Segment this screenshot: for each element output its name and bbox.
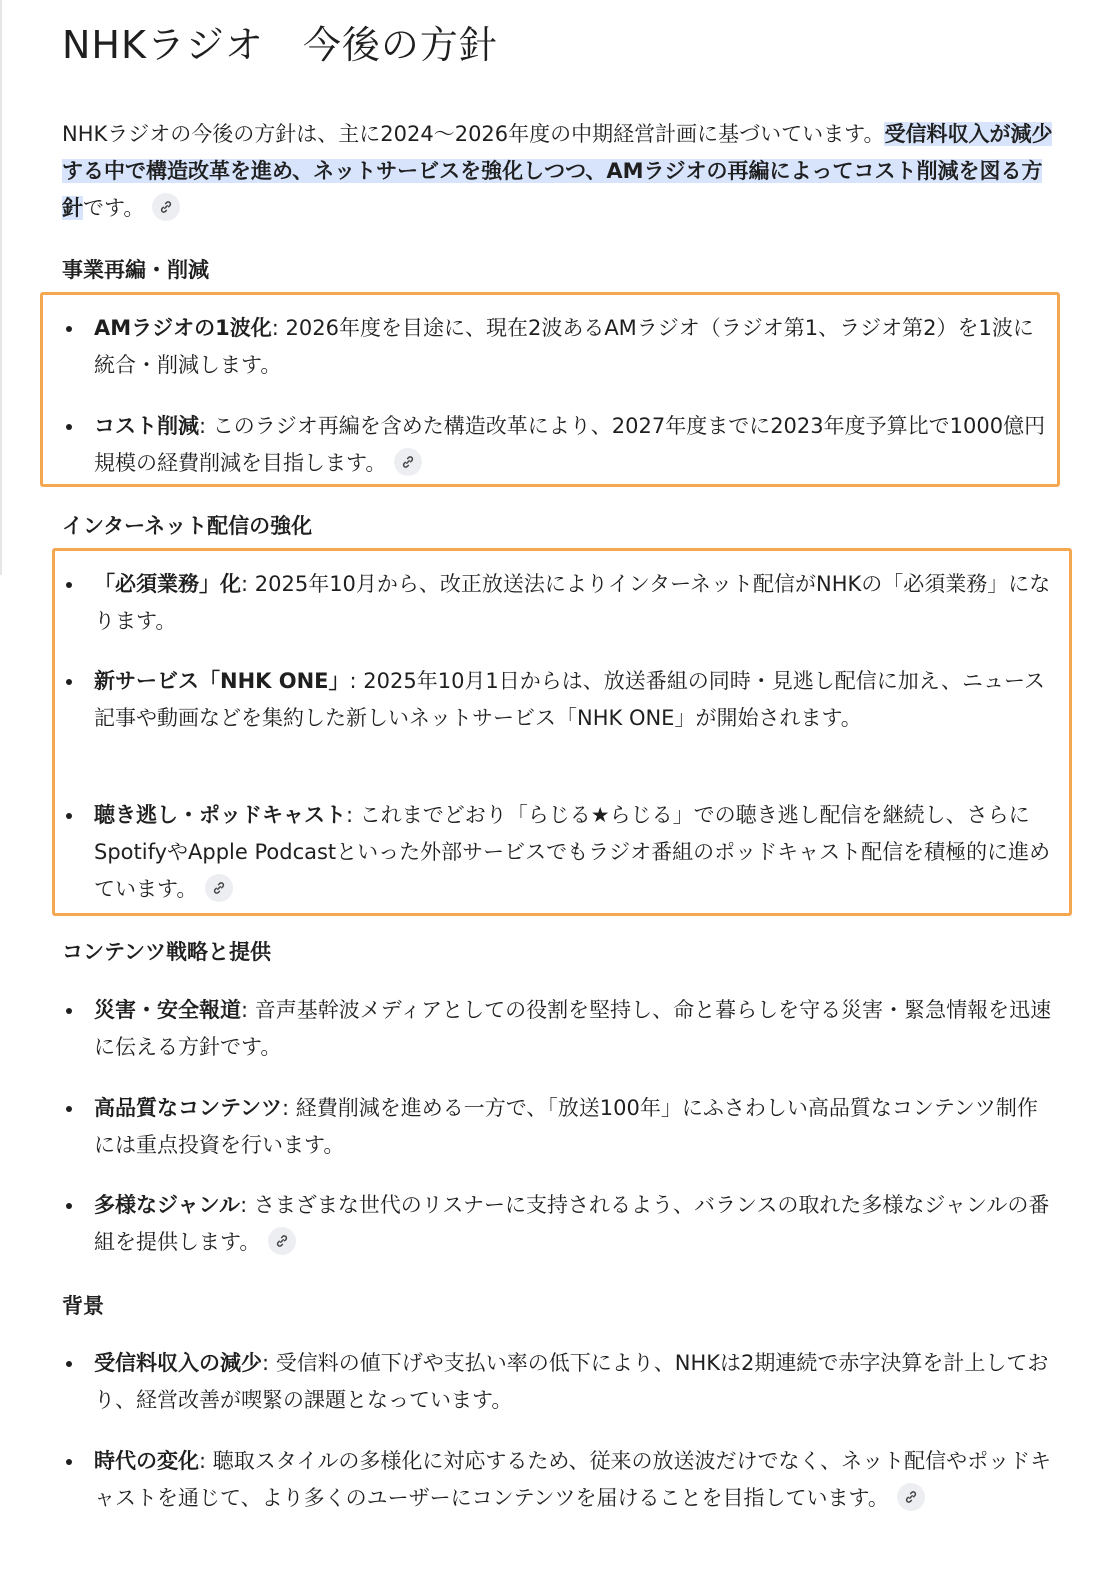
item-text: : このラジオ再編を含めた構造改革により、2027年度までに2023年度予算比で1000億円規模の経費削減を目指します。 xyxy=(94,414,1046,475)
item-term: コスト削減 xyxy=(94,414,199,438)
list-item xyxy=(62,408,1052,482)
list-item xyxy=(62,1090,1052,1164)
list-item xyxy=(62,1443,1052,1517)
item-text: : 2025年10月1日からは、放送番組の同時・見逃し配信に加え、ニュース記事や動画などを集約した新しいネットサービス「NHK ONE」が開始されます。 xyxy=(94,669,1045,730)
item-text: : 経費削減を進める一方で、「放送100年」にふさわしい高品質なコンテンツ制作には重点投資を行います。 xyxy=(94,1096,1038,1157)
list-item xyxy=(62,797,1052,908)
item-term: 「必須業務」化 xyxy=(94,572,241,596)
link-icon xyxy=(159,200,173,214)
section-heading-background: 背景 xyxy=(62,1294,104,1318)
list-item xyxy=(62,1187,1052,1261)
item-term: 高品質なコンテンツ xyxy=(94,1096,282,1120)
section-heading-internet: インターネット配信の強化 xyxy=(62,514,313,538)
intro-paragraph xyxy=(62,116,1057,227)
item-term: 時代の変化 xyxy=(94,1449,199,1473)
item-text: : さまざまな世代のリスナーに支持されるよう、バランスの取れた多様なジャンルの番組を提供します。 xyxy=(94,1193,1050,1254)
source-link-button[interactable] xyxy=(205,874,233,902)
intro-tail: です。 xyxy=(83,196,145,220)
item-text: : 2026年度を目途に、現在2波あるAMラジオ（ラジオ第1、ラジオ第2）を1波に統合・削減します。 xyxy=(94,316,1034,377)
link-icon xyxy=(401,455,415,469)
section-heading-content: コンテンツ戦略と提供 xyxy=(62,940,271,964)
section-heading-restructure: 事業再編・削減 xyxy=(62,258,209,282)
source-link-button[interactable] xyxy=(897,1483,925,1511)
item-text: : 音声基幹波メディアとしての役割を堅持し、命と暮らしを守る災害・緊急情報を迅速に伝える方針です。 xyxy=(94,998,1052,1059)
source-link-button[interactable] xyxy=(268,1227,296,1255)
left-divider xyxy=(0,0,2,575)
item-text: : 聴取スタイルの多様化に対応するため、従来の放送波だけでなく、ネット配信やポッドキャストを通じて、より多くのユーザーにコンテンツを届けることを目指しています。 xyxy=(94,1449,1052,1510)
item-term: 聴き逃し・ポッドキャスト xyxy=(94,803,346,827)
link-icon xyxy=(212,881,226,895)
intro-highlight: 受信料収入が減少する中で構造改革を進め、ネットサービスを強化しつつ、AMラジオの再編によってコスト削減を図る方針 xyxy=(62,122,1053,220)
list-item xyxy=(62,566,1052,640)
link-icon xyxy=(904,1490,918,1504)
item-term: 多様なジャンル xyxy=(94,1193,241,1217)
source-link-button[interactable] xyxy=(394,448,422,476)
item-text: : これまでどおり「らじる★らじる」での聴き逃し配信を継続し、さらにSpotifyやApple Podcastといった外部サービスでもラジオ番組のポッドキャスト配信を積極的に進めています。 xyxy=(94,803,1051,901)
item-term: 災害・安全報道 xyxy=(94,998,241,1022)
item-term: 新サービス「NHK ONE」 xyxy=(94,669,350,693)
list-item xyxy=(62,663,1052,737)
list-item xyxy=(62,310,1052,384)
item-text: : 受信料の値下げや支払い率の低下により、NHKは2期連続で赤字決算を計上しており、経営改善が喫緊の課題となっています。 xyxy=(94,1351,1049,1412)
list-item xyxy=(62,992,1052,1066)
item-term: AMラジオの1波化 xyxy=(94,316,272,340)
item-term: 受信料収入の減少 xyxy=(94,1351,262,1375)
page-title: NHKラジオ 今後の方針 xyxy=(62,23,498,67)
link-icon xyxy=(275,1234,289,1248)
list-item xyxy=(62,1345,1052,1419)
item-text: : 2025年10月から、改正放送法によりインターネット配信がNHKの「必須業務」になります。 xyxy=(94,572,1051,633)
intro-text: NHKラジオの今後の方針は、主に2024〜2026年度の中期経営計画に基づいています。 xyxy=(62,122,885,146)
source-link-button[interactable] xyxy=(152,193,180,221)
